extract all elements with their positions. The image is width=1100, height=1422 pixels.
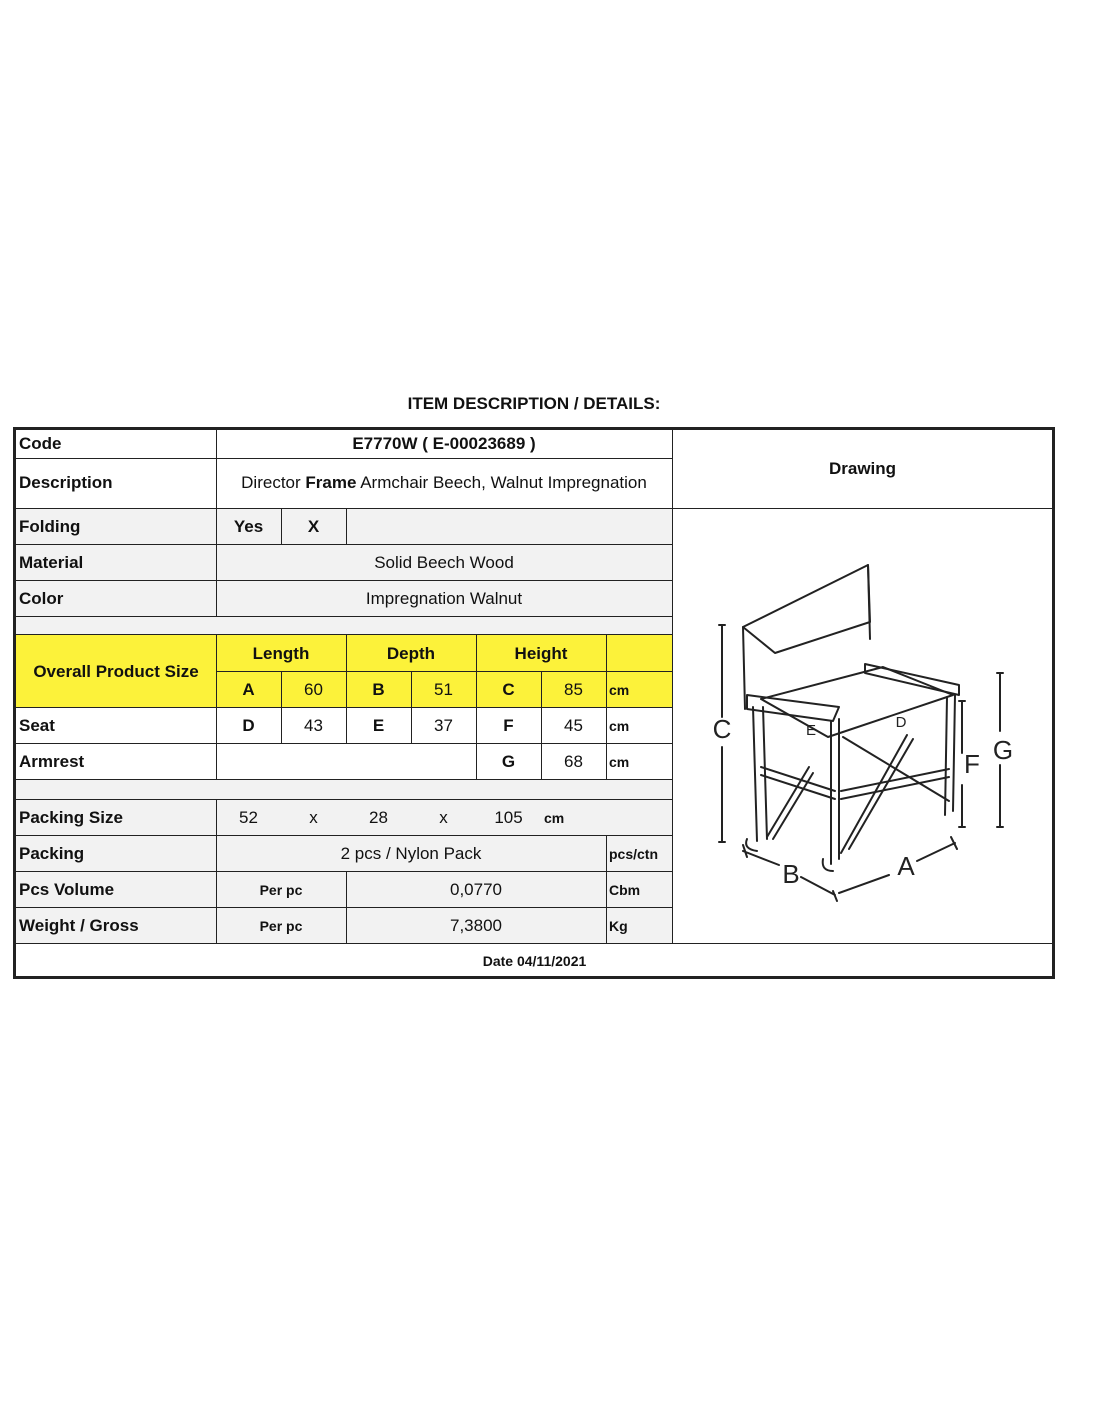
armrest-unit: cm xyxy=(609,754,630,770)
material-label: Material xyxy=(19,553,84,572)
chair-leg-front-left xyxy=(753,707,767,841)
weight-gross-unit: Kg xyxy=(609,918,628,934)
packing-size-depth: 28 xyxy=(369,808,388,827)
drawing-letter-b: B xyxy=(782,859,800,889)
drawing-letter-e: E xyxy=(805,722,817,739)
material-value: Solid Beech Wood xyxy=(374,553,514,572)
overall-b-letter: B xyxy=(372,680,385,699)
armrest-g-letter: G xyxy=(501,752,516,771)
seat-e-letter: E xyxy=(372,716,385,735)
packing-size-x1: x xyxy=(309,808,318,827)
color-label: Color xyxy=(19,589,64,608)
date-footer: Date 04/11/2021 xyxy=(482,952,587,969)
description-text-start: Director xyxy=(241,473,306,492)
pcs-volume-per: Per pc xyxy=(259,882,303,898)
overall-b-value: 51 xyxy=(434,680,453,699)
packing-size-height: 105 xyxy=(494,808,523,827)
drawing-letter-f: F xyxy=(964,749,980,779)
page-title: ITEM DESCRIPTION / DETAILS: xyxy=(407,394,661,413)
code-label: Code xyxy=(19,434,62,453)
height-header: Height xyxy=(514,643,568,663)
weight-gross-per: Per pc xyxy=(259,918,303,934)
packing-unit: pcs/ctn xyxy=(609,846,659,862)
pcs-volume-label: Pcs Volume xyxy=(19,880,115,899)
seat-d-letter: D xyxy=(242,716,255,735)
drawing-label: Drawing xyxy=(828,459,897,478)
overall-c-letter: C xyxy=(502,680,515,699)
packing-size-label: Packing Size xyxy=(19,808,123,827)
armrest-g-value: 68 xyxy=(564,752,583,771)
seat-f-value: 45 xyxy=(564,716,583,735)
drawing-letter-c: C xyxy=(712,714,732,744)
seat-label: Seat xyxy=(19,716,55,735)
seat-f-letter: F xyxy=(503,716,514,735)
code-value: E7770W ( E-00023689 ) xyxy=(352,434,536,453)
overall-unit: cm xyxy=(609,682,630,698)
packing-value: 2 pcs / Nylon Pack xyxy=(340,844,482,863)
description-label: Description xyxy=(19,473,113,492)
packing-size-x2: x xyxy=(439,808,448,827)
packing-size-length: 52 xyxy=(239,808,258,827)
weight-gross-label: Weight / Gross xyxy=(19,916,139,935)
chair-back xyxy=(743,565,870,653)
packing-size-unit: cm xyxy=(544,810,565,826)
overall-c-value: 85 xyxy=(564,680,583,699)
folding-answer: Yes xyxy=(233,517,264,536)
folding-mark: X xyxy=(307,517,320,536)
description-text-bold: Frame xyxy=(305,473,357,492)
drawing-letter-d: D xyxy=(895,714,907,731)
description-text-end: Armchair Beech, Walnut Impregnation xyxy=(356,473,647,492)
depth-header: Depth xyxy=(386,643,436,663)
seat-e-value: 37 xyxy=(434,716,453,735)
pcs-volume-value: 0,0770 xyxy=(450,880,502,899)
item-details-sheet xyxy=(13,427,1055,979)
armrest-label: Armrest xyxy=(19,752,85,771)
overall-a-value: 60 xyxy=(304,680,323,699)
weight-gross-value: 7,3800 xyxy=(450,916,502,935)
folding-label: Folding xyxy=(19,517,81,536)
drawing-letter-g: G xyxy=(992,735,1014,765)
seat-d-value: 43 xyxy=(304,716,323,735)
spacer-row-2 xyxy=(16,780,672,800)
length-header: Length xyxy=(252,643,310,663)
description-value xyxy=(216,458,672,508)
overall-size-label: Overall Product Size xyxy=(33,661,199,681)
overall-a-letter: A xyxy=(242,680,255,699)
packing-label: Packing xyxy=(19,844,85,863)
pcs-volume-unit: Cbm xyxy=(609,882,641,898)
chair-drawing xyxy=(673,509,1053,943)
spacer-row-1 xyxy=(16,617,672,635)
chair-leg-back-right xyxy=(945,695,955,815)
color-value: Impregnation Walnut xyxy=(365,589,523,608)
seat-unit: cm xyxy=(609,718,630,734)
drawing-letter-a: A xyxy=(897,851,915,881)
